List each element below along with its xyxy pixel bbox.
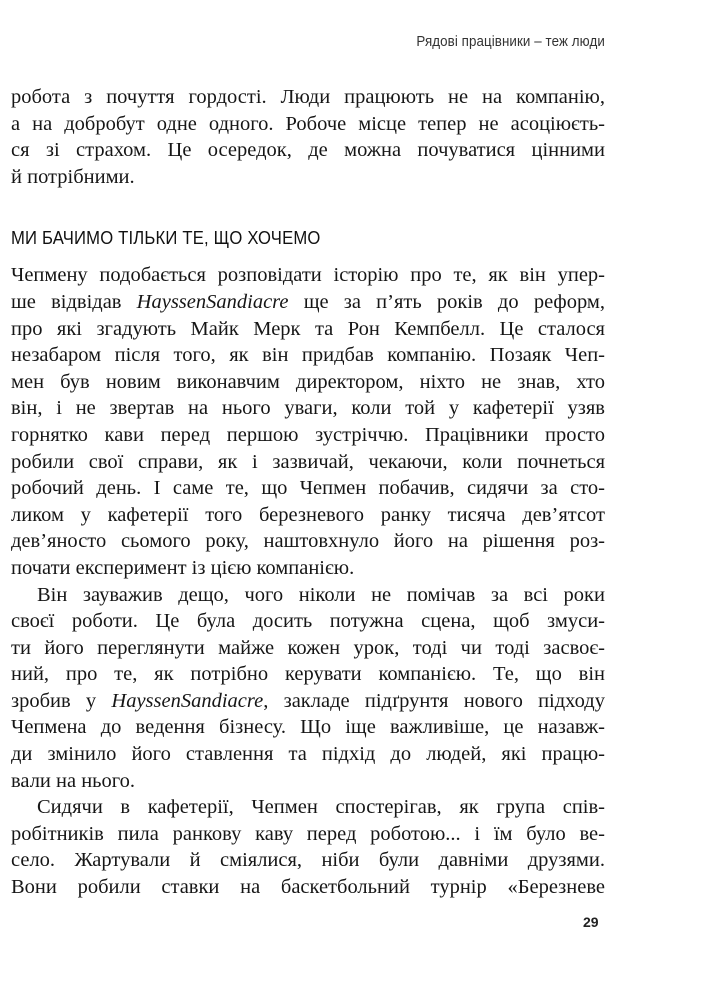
- text-line: [11, 289, 605, 316]
- text-line: почати експеримент із цією компанією.: [11, 556, 355, 579]
- text-line: робота з почуття гордості. Люди працюють не на компанію,: [11, 86, 605, 108]
- paragraph-1: [11, 84, 605, 190]
- text-line: село. Жартували й сміялися, ніби були давніми друзями.: [11, 849, 605, 872]
- text-line: ти його переглянути майже кожен урок, тоді чи тоді засвоє-: [11, 636, 605, 659]
- text-line: Вони робили ставки на баскетбольний турнір «Березневе: [11, 876, 605, 899]
- text-line: горнятко кави перед першою зустріччю. Працівники просто: [11, 423, 605, 446]
- text-line: вали на нього.: [11, 769, 136, 792]
- text-line: мен був новим виконавчим директором, ніхто не знав, хто: [11, 370, 605, 393]
- text-line: ликом у кафетерії того березневого ранку тисяча дев’ятсот: [11, 503, 605, 526]
- text-line: й потрібними.: [11, 165, 135, 188]
- text-line: ся зі страхом. Це осередок, де можна почуватися цінними: [11, 139, 605, 162]
- text-line: ди змінило його ставлення та підхід до людей, які працю-: [11, 743, 605, 766]
- text-line: незабаром після того, як він придбав компанію. Позаяк Чеп-: [11, 344, 605, 367]
- text-line: ний, про те, як потрібно керувати компанією. Те, що він: [11, 663, 605, 686]
- text-segment: , закладе підґрунтя нового підходу: [263, 689, 605, 712]
- text-line: робітників пила ранкову каву перед роботою... і їм було ве-: [11, 822, 605, 845]
- text-line: Чепмену подобається розповідати історію про те, як він упер-: [11, 264, 605, 287]
- paragraph-3: [11, 582, 605, 795]
- text-line: своєї роботи. Це була досить потужна сцена, щоб змуси-: [11, 610, 605, 633]
- text-segment: ше відвідав: [11, 290, 137, 313]
- company-name: HayssenSandiacre: [136, 290, 289, 313]
- page-number: 29: [583, 914, 599, 930]
- text-segment: зробив у: [11, 689, 112, 712]
- page-body: [11, 84, 605, 901]
- text-line: [11, 688, 605, 715]
- section-heading: МИ БАЧИМО ТІЛЬКИ ТЕ, ЩО ХОЧЕМО: [11, 227, 321, 249]
- text-line: Він зауважив дещо, чого ніколи не помічав за всі роки: [37, 583, 605, 606]
- text-line: про які згадують Майк Мерк та Рон Кемпбелл. Це сталося: [11, 317, 605, 340]
- text-line: робили свої справи, як і зазвичай, чекаючи, коли почнеться: [11, 450, 605, 473]
- paragraph-2: [11, 262, 605, 581]
- company-name: HayssenSandiacre: [111, 689, 264, 712]
- text-segment: ще за п’ять років до реформ,: [288, 290, 605, 313]
- text-line: Чепмена до ведення бізнесу. Що іще важливіше, це назавж-: [11, 716, 605, 739]
- text-line: а на добробут одне одного. Робоче місце тепер не асоціюєть-: [11, 112, 605, 135]
- paragraph-4: [11, 794, 605, 900]
- text-line: Сидячи в кафетерії, Чепмен спостерігав, як група спів-: [37, 796, 605, 819]
- text-line: дев’яносто сьомого року, наштовхнуло його на рішення роз-: [11, 530, 605, 553]
- text-line: робочий день. І саме те, що Чепмен побачив, сидячи за сто-: [11, 477, 605, 500]
- text-line: він, і не звертав на нього уваги, коли той у кафетерії узяв: [11, 397, 605, 420]
- running-header: Рядові працівники – теж люди: [416, 34, 605, 50]
